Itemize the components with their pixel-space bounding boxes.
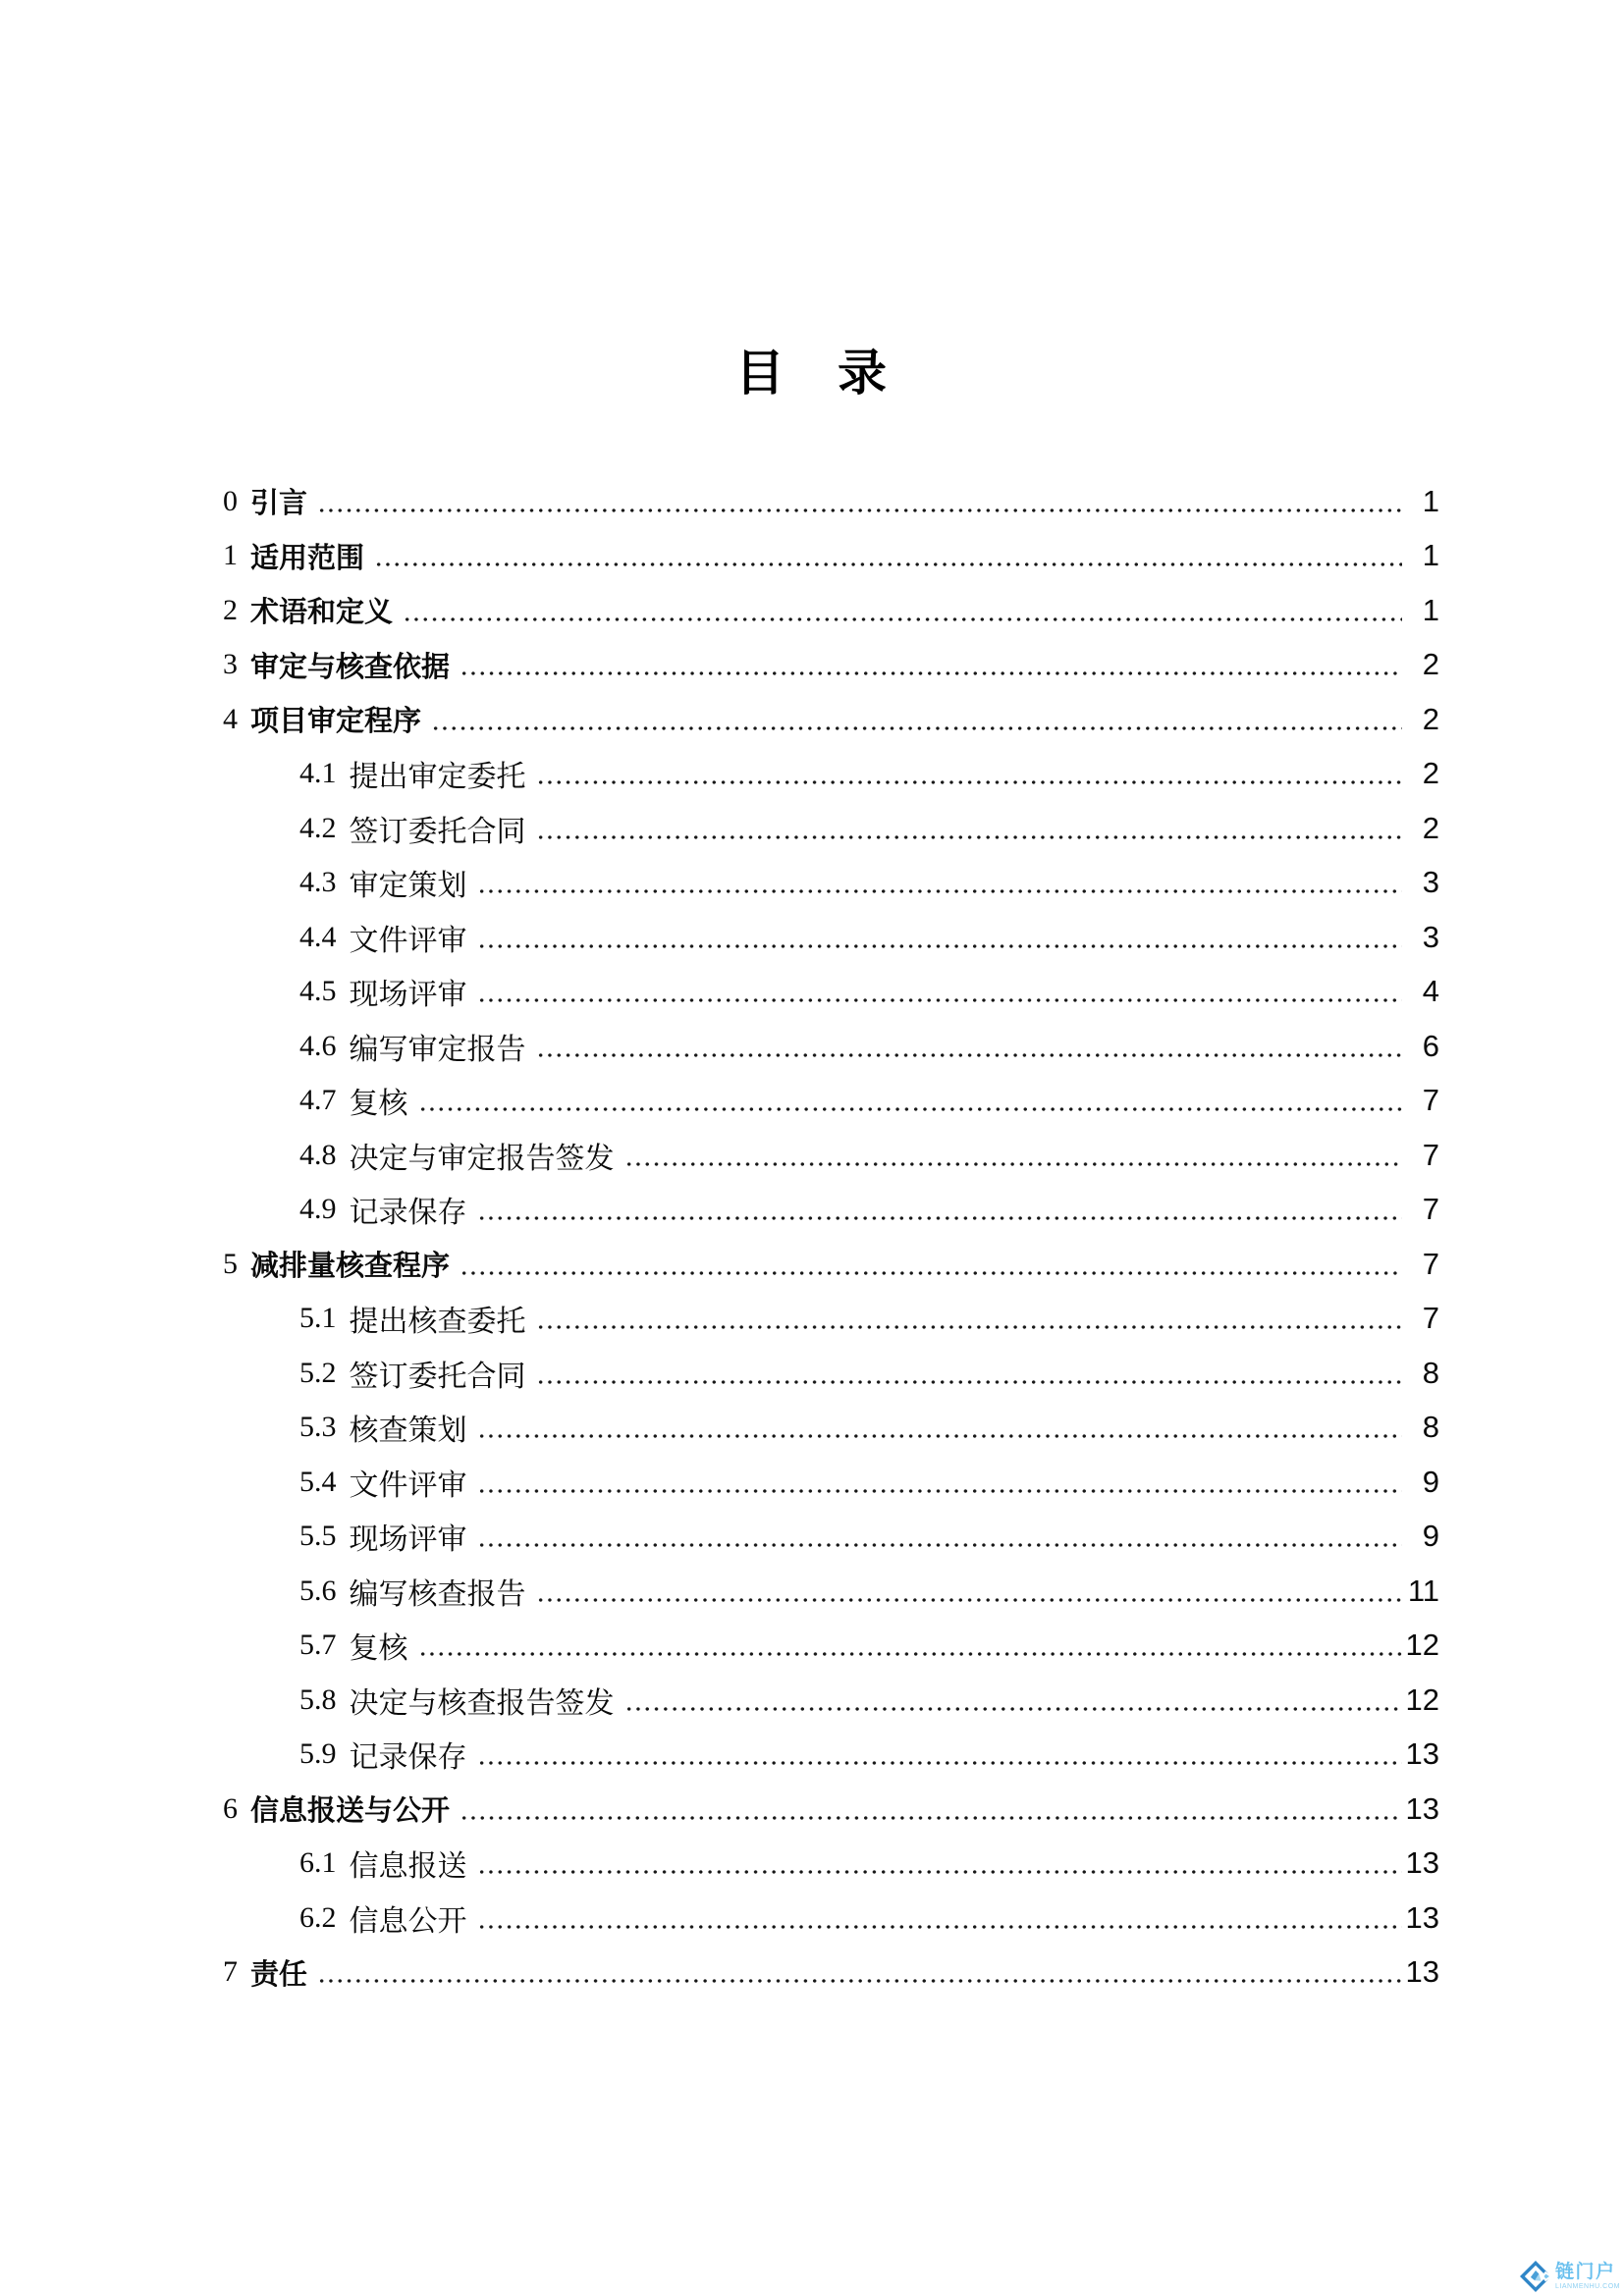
toc-row[interactable] [223, 583, 1439, 638]
toc-entry-page-number: 7 [1422, 1246, 1439, 1281]
dot-leader [418, 1074, 1403, 1129]
toc-entry-page-number: 13 [1405, 1790, 1439, 1826]
toc-row[interactable] [223, 1619, 1439, 1674]
toc-entry-number: 4 [223, 702, 238, 735]
toc-entry-number: 4.6 [299, 1029, 337, 1062]
toc-row[interactable] [223, 1019, 1439, 1074]
toc-entry-label: 决定与审定报告签发 [349, 1142, 615, 1175]
dot-leader [536, 801, 1403, 856]
dot-leader [477, 856, 1403, 911]
toc-entry-number: 3 [223, 648, 238, 681]
toc-row[interactable] [223, 965, 1439, 1020]
toc-entry-label: 签订委托合同 [349, 815, 526, 848]
toc-entry-label: 审定策划 [349, 870, 467, 903]
toc-entry-label: 文件评审 [349, 924, 467, 957]
toc-entry-number: 5.8 [299, 1682, 337, 1716]
toc-entry-label: 编写审定报告 [349, 1033, 526, 1066]
toc-entry-number: 4.3 [299, 866, 337, 899]
dot-leader [317, 474, 1402, 529]
toc-row[interactable] [223, 1728, 1439, 1783]
toc-entry-label: 引言 [250, 488, 308, 520]
toc-row[interactable] [223, 801, 1439, 856]
dot-leader [536, 1019, 1403, 1074]
toc-entry-label: 项目审定程序 [250, 706, 422, 738]
toc-entry-page-number: 3 [1422, 919, 1439, 954]
toc-entry-label: 适用范围 [250, 542, 365, 574]
page-title: 目 录 [735, 346, 889, 400]
dot-leader [477, 1728, 1402, 1783]
toc-entry-page-number: 7 [1422, 1301, 1439, 1336]
toc-entry-number: 6 [223, 1791, 238, 1825]
dot-leader [317, 1946, 1402, 2001]
toc-entry-label: 现场评审 [349, 1523, 467, 1557]
toc-row[interactable] [223, 856, 1439, 911]
toc-row[interactable] [223, 692, 1439, 747]
toc-entry-label: 记录保存 [349, 1741, 467, 1775]
toc-entry-page-number: 6 [1422, 1028, 1439, 1063]
toc-entry-page-number: 7 [1422, 1137, 1439, 1172]
toc-row[interactable] [223, 529, 1439, 584]
dot-leader [536, 1346, 1403, 1401]
toc-row[interactable] [223, 474, 1439, 529]
toc-row[interactable] [223, 1510, 1439, 1565]
toc-entry-label: 术语和定义 [250, 597, 394, 629]
toc-entry-page-number: 12 [1405, 1628, 1439, 1663]
toc-entry-number: 4.8 [299, 1138, 337, 1171]
toc-entry-page-number: 9 [1422, 1519, 1439, 1554]
toc-entry-label: 决定与核查报告签发 [349, 1686, 615, 1720]
toc-row[interactable] [223, 1183, 1439, 1238]
toc-row[interactable] [223, 1782, 1439, 1837]
toc-row[interactable] [223, 638, 1439, 693]
dot-leader [418, 1619, 1402, 1674]
toc-entry-label: 记录保存 [349, 1197, 467, 1230]
toc-entry-number: 5.9 [299, 1737, 337, 1771]
toc-entry-label: 提出核查委托 [349, 1306, 526, 1339]
toc-entry-label: 核查策划 [349, 1415, 467, 1448]
toc-row[interactable] [223, 1401, 1439, 1456]
dot-leader [477, 1837, 1402, 1892]
toc-entry-number: 1 [223, 539, 238, 572]
dot-leader [477, 1891, 1402, 1946]
toc-entry-page-number: 1 [1422, 538, 1439, 573]
toc-entry-label: 减排量核查程序 [250, 1251, 451, 1283]
toc-entry-number: 5.3 [299, 1411, 337, 1444]
toc-entry-page-number: 13 [1405, 1845, 1439, 1881]
toc-entry-number: 4.5 [299, 975, 337, 1008]
dot-leader [403, 583, 1402, 638]
toc-row[interactable] [223, 1237, 1439, 1292]
dot-leader [536, 1292, 1403, 1347]
dot-leader [536, 1564, 1403, 1619]
toc-entry-label: 复核 [349, 1632, 408, 1666]
toc-row[interactable] [223, 1837, 1439, 1892]
toc-row[interactable] [223, 1455, 1439, 1510]
toc-entry-label: 审定与核查依据 [250, 651, 451, 683]
toc-entry-label: 文件评审 [349, 1468, 467, 1502]
toc-entry-label: 提出审定委托 [349, 761, 526, 794]
toc-entry-number: 5.5 [299, 1520, 337, 1553]
toc-entry-page-number: 2 [1422, 647, 1439, 682]
toc-entry-label: 信息报送 [349, 1850, 467, 1884]
toc-row[interactable] [223, 1564, 1439, 1619]
toc-entry-page-number: 3 [1422, 865, 1439, 900]
toc-row[interactable] [223, 1128, 1439, 1183]
dot-leader [624, 1128, 1403, 1183]
toc-entry-page-number: 9 [1422, 1464, 1439, 1499]
toc-row[interactable] [223, 747, 1439, 802]
dot-leader [477, 1510, 1403, 1565]
toc-entry-number: 2 [223, 593, 238, 626]
toc-entry-number: 6.2 [299, 1900, 337, 1934]
toc-row[interactable] [223, 910, 1439, 965]
toc-entry-page-number: 13 [1405, 1736, 1439, 1772]
toc-entry-number: 5.6 [299, 1574, 337, 1607]
toc-list [223, 474, 1439, 2000]
brand-domain: LIANMENHU.COM [1554, 2283, 1620, 2290]
toc-entry-page-number: 13 [1405, 1954, 1439, 1990]
toc-entry-number: 5.4 [299, 1465, 337, 1498]
toc-entry-page-number: 2 [1422, 701, 1439, 736]
toc-entry-label: 信息公开 [349, 1904, 467, 1938]
toc-entry-number: 0 [223, 484, 238, 517]
brand-name: 链门户 [1554, 2262, 1616, 2282]
toc-entry-page-number: 11 [1407, 1573, 1439, 1608]
toc-entry-label: 签订委托合同 [349, 1360, 526, 1393]
toc-entry-number: 6.1 [299, 1846, 337, 1880]
toc-entry-page-number: 13 [1405, 1899, 1439, 1935]
toc-entry-page-number: 1 [1422, 592, 1439, 627]
dot-leader [460, 638, 1402, 693]
watermark [1519, 2260, 1620, 2293]
dot-leader [477, 1455, 1403, 1510]
toc-entry-label: 复核 [349, 1088, 408, 1121]
toc-entry-number: 4.9 [299, 1193, 337, 1226]
dot-leader [431, 692, 1402, 747]
toc-entry-page-number: 8 [1422, 1355, 1439, 1390]
toc-entry-number: 5 [223, 1247, 238, 1280]
toc-entry-page-number: 2 [1422, 756, 1439, 791]
toc-entry-label: 现场评审 [349, 979, 467, 1012]
toc-row[interactable] [223, 1673, 1439, 1728]
dot-leader [477, 910, 1403, 965]
toc-row[interactable] [223, 1292, 1439, 1347]
dot-leader [536, 747, 1403, 802]
toc-entry-number: 5.2 [299, 1356, 337, 1389]
toc-row[interactable] [223, 1891, 1439, 1946]
dot-leader [477, 1401, 1403, 1456]
watermark-text [1555, 2263, 1620, 2290]
toc-row[interactable] [223, 1074, 1439, 1129]
toc-entry-number: 7 [223, 1955, 238, 1989]
toc-row[interactable] [223, 1946, 1439, 2001]
toc-entry-page-number: 12 [1405, 1682, 1439, 1717]
toc-entry-label: 信息报送与公开 [250, 1795, 451, 1828]
toc-entry-page-number: 7 [1422, 1192, 1439, 1227]
toc-entry-page-number: 8 [1422, 1410, 1439, 1445]
toc-entry-page-number: 7 [1422, 1083, 1439, 1118]
toc-row[interactable] [223, 1346, 1439, 1401]
toc-entry-number: 5.1 [299, 1302, 337, 1335]
toc-entry-number: 5.7 [299, 1629, 337, 1662]
toc-entry-number: 4.7 [299, 1084, 337, 1117]
toc-entry-number: 4.2 [299, 811, 337, 844]
toc-entry-page-number: 1 [1422, 483, 1439, 518]
toc-entry-page-number: 4 [1422, 974, 1439, 1009]
dot-leader [624, 1673, 1402, 1728]
toc-entry-number: 4.4 [299, 920, 337, 953]
toc-entry-number: 4.1 [299, 757, 337, 790]
dot-leader [460, 1237, 1402, 1292]
diamond-logo-icon [1519, 2260, 1552, 2293]
toc-entry-label: 责任 [250, 1958, 308, 1991]
dot-leader [374, 529, 1402, 584]
dot-leader [460, 1782, 1402, 1837]
dot-leader [477, 1183, 1403, 1238]
dot-leader [477, 965, 1403, 1020]
toc-entry-label: 编写核查报告 [349, 1577, 526, 1611]
toc-entry-page-number: 2 [1422, 810, 1439, 845]
